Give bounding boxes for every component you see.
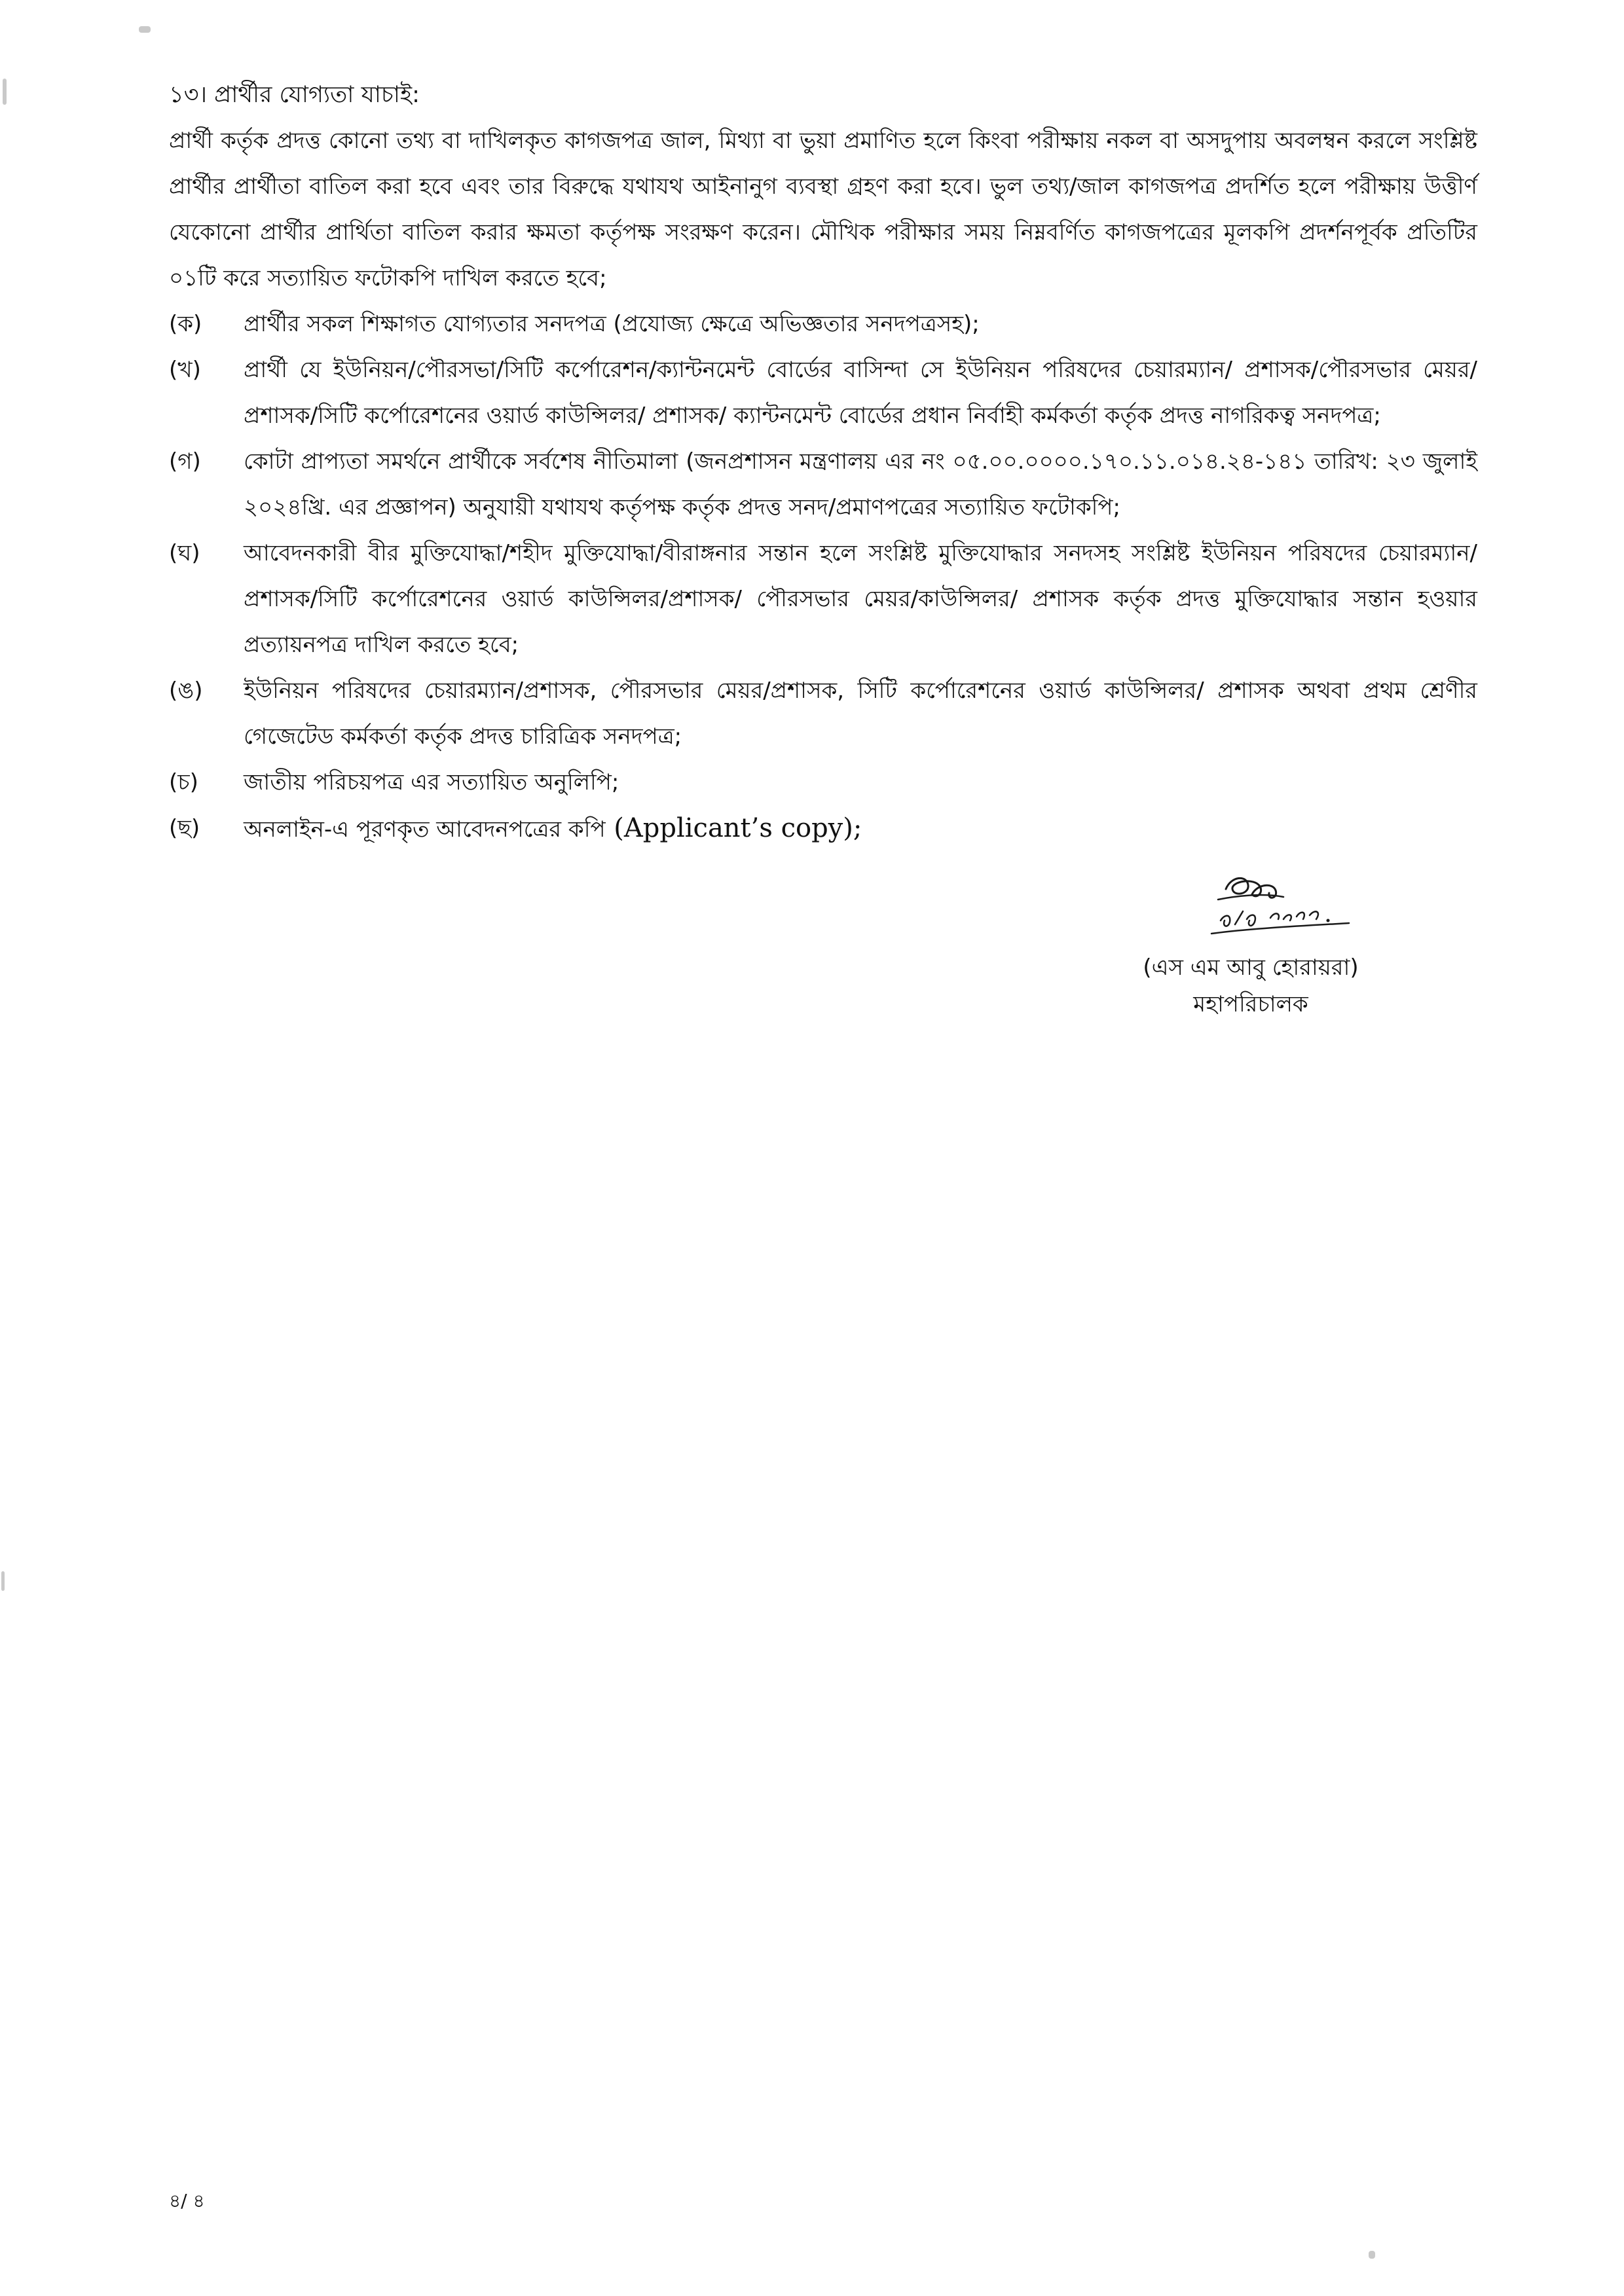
list-item-marker: (ঘ) (169, 540, 200, 566)
list-item-text: ইউনিয়ন পরিষদের চেয়ারম্যান/প্রশাসক, পৌরসভার মেয়র/প্রশাসক, সিটি কর্পোরেশনের ওয়ার্ড কাউন্সিলর/ প্রশাসক অথবা প্রথম শ্রেণীর গেজেটেড কর্মকর্তা কর্তৃক প্রদত্ত চারিত্রিক সনদপত্র; (244, 678, 1477, 750)
list-item-marker: (গ) (169, 448, 201, 475)
handwritten-signature (1192, 871, 1388, 956)
list-item-text: প্রার্থী যে ইউনিয়ন/পৌরসভা/সিটি কর্পোরেশন/ক্যান্টনমেন্ট বোর্ডের বাসিন্দা সে ইউনিয়ন পরিষদের চেয়ারম্যান/ প্রশাসক/পৌরসভার মেয়র/ প্রশাসক/সিটি কর্পোরেশনের ওয়ার্ড কাউন্সিলর/ প্রশাসক/ ক্যান্টনমেন্ট বোর্ডের প্রধান নির্বাহী কর্মকর্তা কর্তৃক প্রদত্ত নাগরিকত্ব সনদপত্র; (244, 357, 1477, 429)
list-item (169, 668, 1477, 759)
list-item-text-bengali: অনলাইন-এ পূরণকৃত আবেদনপত্রের কপি (244, 816, 606, 843)
list-item-marker: (ঙ) (169, 678, 203, 704)
list-item (169, 530, 1477, 668)
section-heading: ১৩। প্রার্থীর যোগ্যতা যাচাই: (169, 82, 420, 108)
signature-block (1087, 871, 1388, 1028)
required-documents-list (169, 301, 1477, 852)
scan-artifact (1, 1571, 5, 1591)
list-item-text: জাতীয় পরিচয়পত্র এর সত্যায়িত অনুলিপি; (244, 769, 619, 795)
scan-artifact (1369, 2251, 1375, 2259)
list-item (169, 805, 1477, 852)
list-item (169, 301, 1477, 347)
document-body (169, 72, 1477, 852)
scan-artifact (3, 79, 7, 105)
list-item-marker: (ছ) (169, 815, 200, 841)
scan-artifact (139, 26, 151, 33)
list-item-marker: (ক) (169, 311, 202, 337)
list-item (169, 439, 1477, 530)
list-item-text: আবেদনকারী বীর মুক্তিযোদ্ধা/শহীদ মুক্তিযোদ্ধা/বীরাঙ্গনার সন্তান হলে সংশ্লিষ্ট মুক্তিযোদ্ধার সনদসহ সংশ্লিষ্ট ইউনিয়ন পরিষদের চেয়ারম্যান/প্রশাসক/সিটি কর্পোরেশনের ওয়ার্ড কাউন্সিলর/প্রশাসক/ পৌরসভার মেয়র/কাউন্সিলর/ প্রশাসক কর্তৃক প্রদত্ত মুক্তিযোদ্ধার সন্তান হওয়ার প্রত্যায়নপত্র দাখিল করতে হবে; (244, 540, 1477, 658)
signer-designation: মহাপরিচালক (1193, 991, 1308, 1017)
list-item-text-latin: (Applicant’s copy); (605, 813, 862, 843)
section-intro-paragraph: প্রার্থী কর্তৃক প্রদত্ত কোনো তথ্য বা দাখিলকৃত কাগজপত্র জাল, মিথ্যা বা ভুয়া প্রমাণিত হলে কিংবা পরীক্ষায় নকল বা অসদুপায় অবলম্বন করলে সংশ্লিষ্ট প্রার্থীর প্রার্থীতা বাতিল করা হবে এবং তার বিরুদ্ধে যথাযথ আইনানুগ ব্যবস্থা গ্রহণ করা হবে। ভুল তথ্য/জাল কাগজপত্র প্রদর্শিত হলে পরীক্ষায় উত্তীর্ণ যেকোনো প্রার্থীর প্রার্থিতা বাতিল করার ক্ষমতা কর্তৃপক্ষ সংরক্ষণ করেন। মৌখিক পরীক্ষার সময় নিম্নবর্ণিত কাগজপত্রের মূলকপি প্রদর্শনপূর্বক প্রতিটির ০১টি করে সত্যায়িত ফটোকপি দাখিল করতে হবে; (169, 128, 1477, 291)
list-item-text (244, 805, 1477, 852)
list-item-marker: (চ) (169, 769, 198, 795)
list-item (169, 347, 1477, 439)
list-item-text: কোটা প্রাপ্যতা সমর্থনে প্রার্থীকে সর্বশেষ নীতিমালা (জনপ্রশাসন মন্ত্রণালয় এর নং ০৫.০০.০০০০.১৭০.১১.০১৪.২৪-১৪১ তারিখ: ২৩ জুলাই ২০২৪খ্রি. এর প্রজ্ঞাপন) অনুযায়ী যথাযথ কর্তৃপক্ষ কর্তৃক প্রদত্ত সনদ/প্রমাণপত্রের সত্যায়িত ফটোকপি; (244, 448, 1477, 520)
signer-name: (এস এম আবু হোরায়রা) (1143, 955, 1359, 981)
page-number: ৪/ ৪ (169, 2190, 205, 2212)
list-item-text: প্রার্থীর সকল শিক্ষাগত যোগ্যতার সনদপত্র (প্রযোজ্য ক্ষেত্রে অভিজ্ঞতার সনদপত্রসহ); (244, 311, 980, 337)
list-item (169, 759, 1477, 805)
list-item-marker: (খ) (169, 357, 201, 383)
